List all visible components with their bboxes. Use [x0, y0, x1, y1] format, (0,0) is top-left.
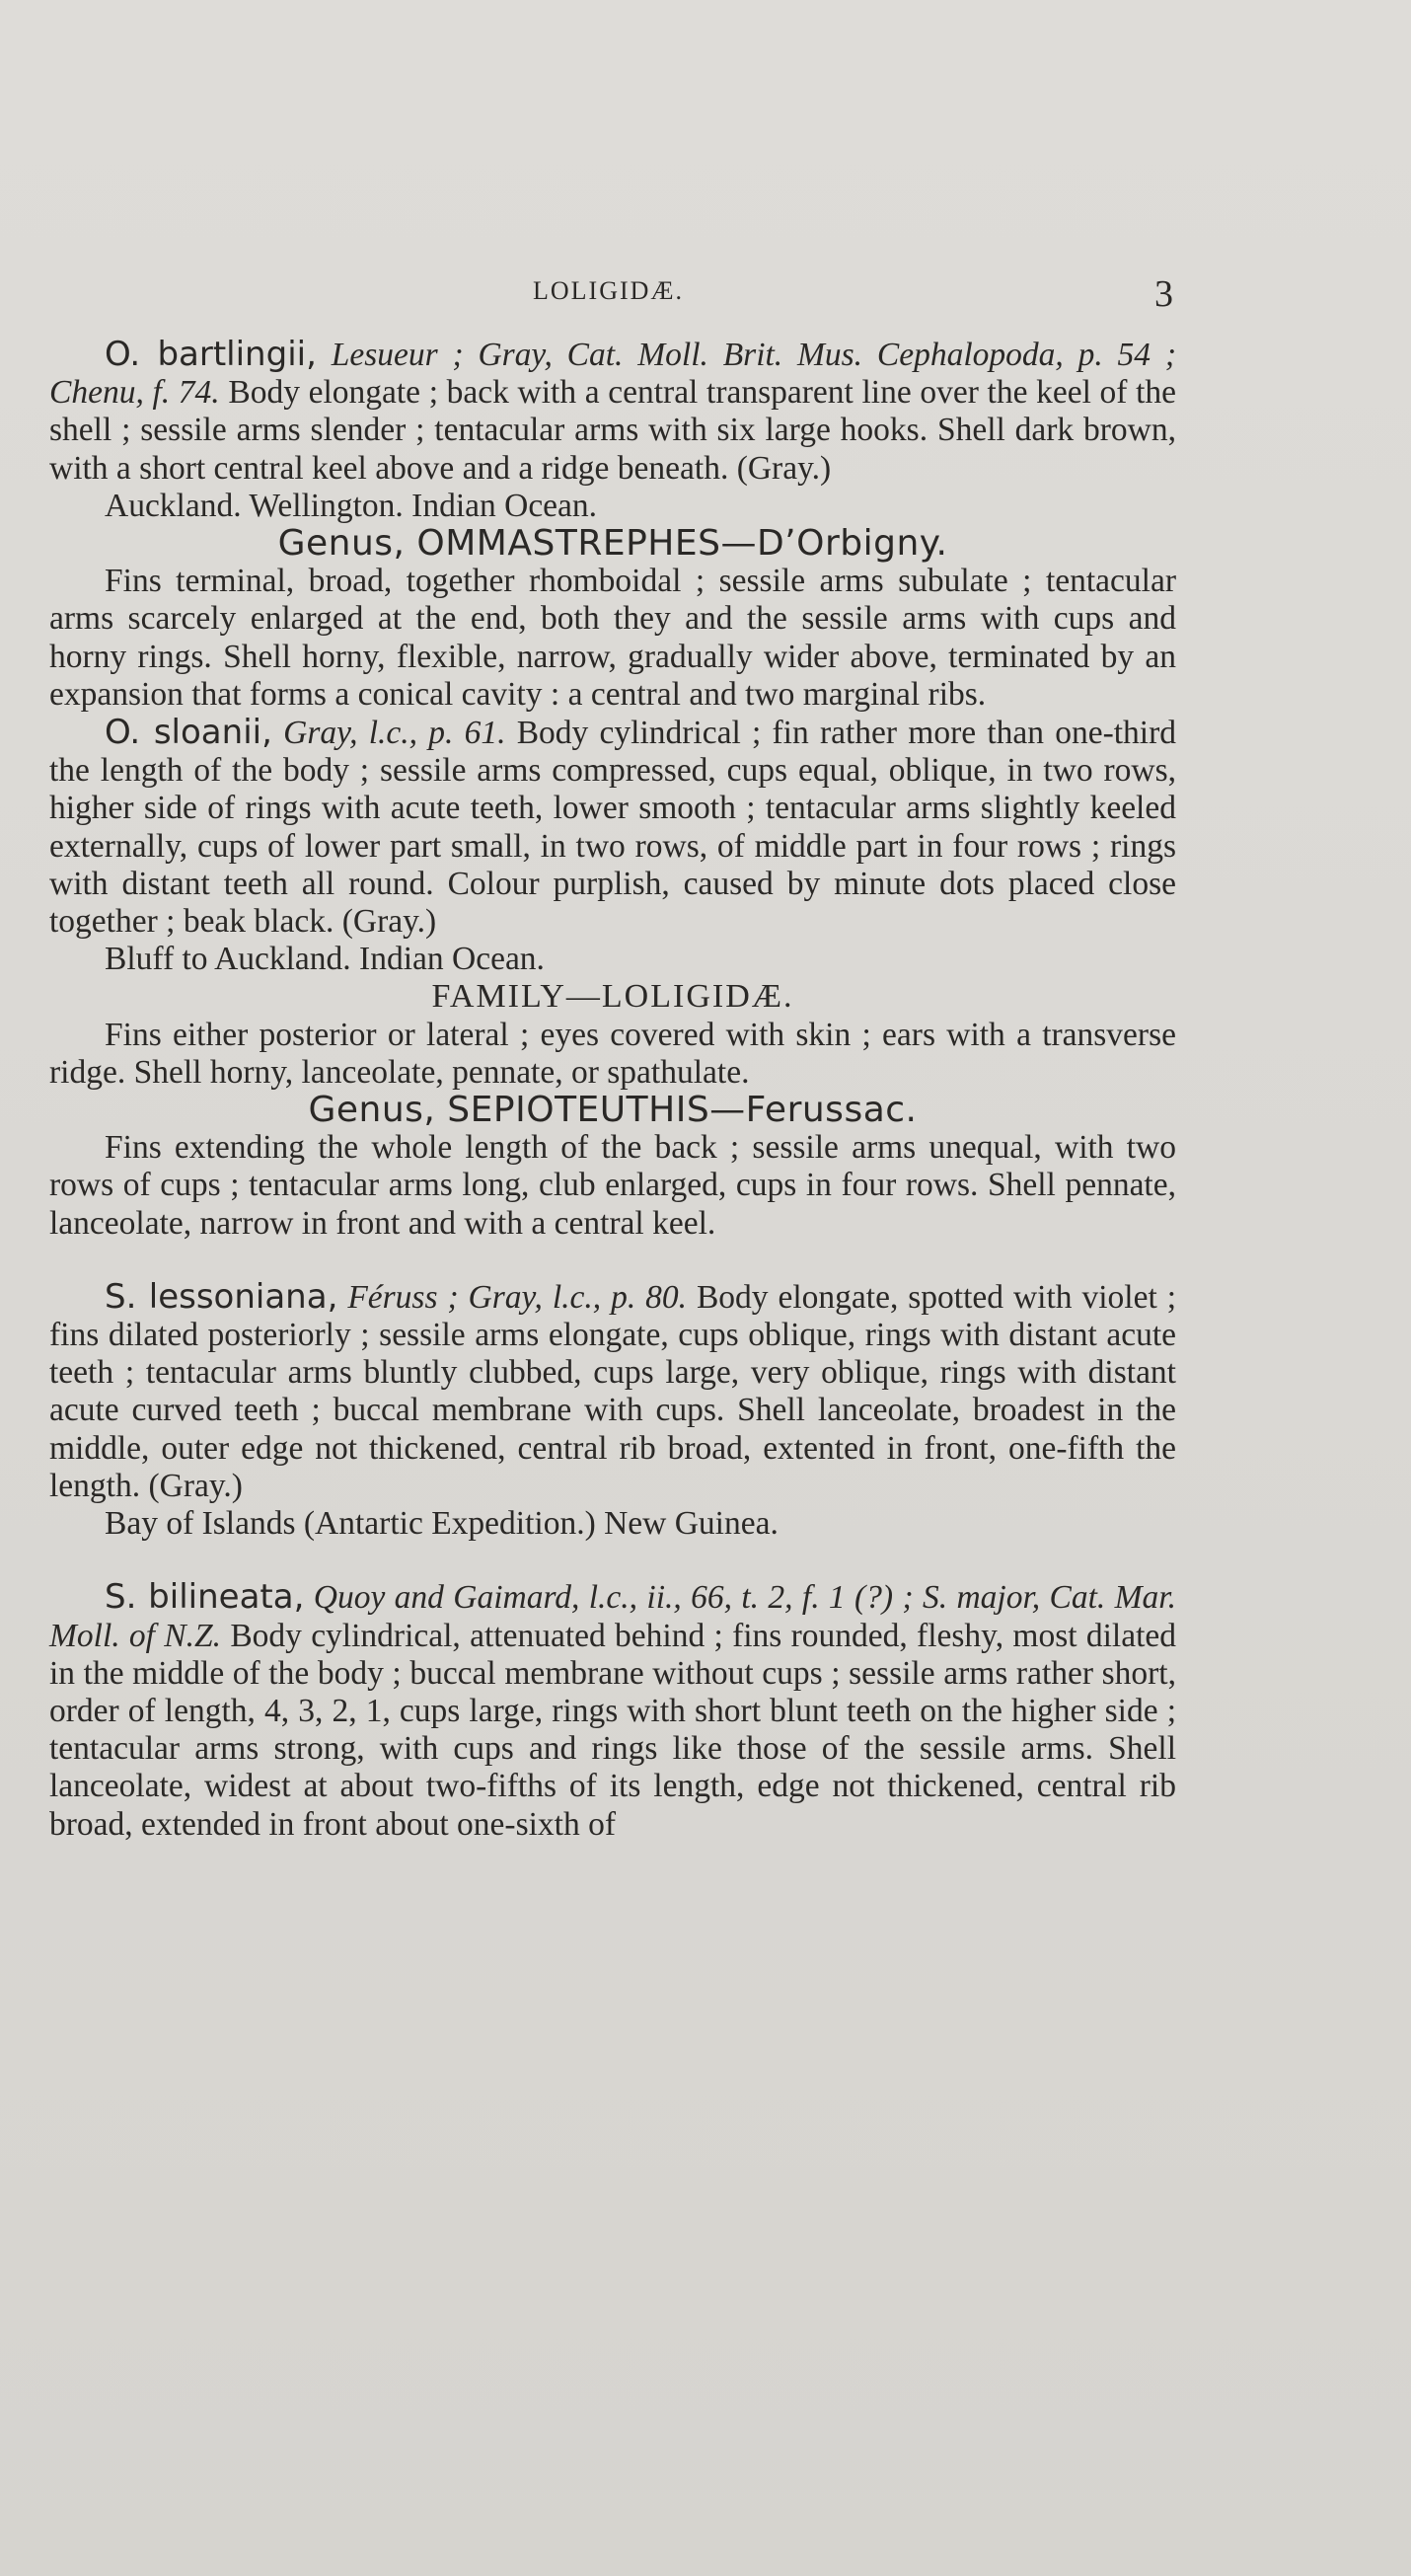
species-name: O. sloanii,	[105, 713, 272, 753]
running-head: LOLIGIDÆ.	[533, 276, 685, 305]
species-entry-bartlingii	[49, 336, 1176, 488]
species-reference: Lesueur ; Gray, Cat. Moll. Brit. Mus. Cephalopoda, p. 54 ; Chenu, f. 74.	[49, 337, 1176, 412]
species-locality: Bay of Islands (Antartic Expedition.) New Guinea.	[105, 1505, 779, 1543]
species-entry-sloanii	[49, 714, 1176, 941]
page-number: 3	[1154, 273, 1173, 315]
species-name: S. lessoniana,	[105, 1276, 338, 1317]
family-heading: FAMILY—LOLIGIDÆ.	[431, 978, 794, 1016]
species-locality: Auckland. Wellington. Indian Ocean.	[105, 487, 598, 524]
species-locality: Bluff to Auckland. Indian Ocean.	[105, 941, 545, 978]
page-header	[0, 274, 1411, 314]
genus-description: Fins terminal, broad, together rhomboidal ; sessile arms subulate ; tentacular arms scarcely enlarged at the end, both they and the sessile arms with cups and horny rings. Shell horny, flexible, narrow, gradually wider above, terminated by an expansion that forms a conical cavity : a central and two marginal ribs.	[49, 563, 1176, 713]
genus-description: Fins extending the whole length of the back ; sessile arms unequal, with two rows of cups ; tentacular arms long, club enlarged, cups in four rows. Shell pennate, lanceolate, narrow in front and with a central keel.	[49, 1129, 1176, 1242]
species-name: O. bartlingii,	[105, 335, 317, 374]
body-text	[49, 336, 1176, 1844]
species-description: Body elongate ; back with a central transparent line over the keel of the shell ; sessile arms slender ; tentacular arms with six large hooks. Shell dark brown, with a short central keel above and a ridge beneath. (Gray.)	[49, 374, 1177, 487]
species-reference: Quoy and Gaimard, l.c., ii., 66, t. 2, f. 1 (?) ; S. major, Cat. Mar. Moll. of N.Z.	[49, 1579, 1176, 1654]
species-entry-bilineata	[49, 1578, 1176, 1843]
species-reference: Gray, l.c., p. 61.	[283, 715, 506, 752]
genus-heading-sepioteuthis: Genus, SEPIOTEUTHIS—Ferussac.	[308, 1090, 918, 1131]
species-name: S. bilineata,	[105, 1577, 305, 1618]
species-entry-lessoniana	[49, 1278, 1176, 1505]
species-description: Body elongate, spotted with violet ; fins dilated posteriorly ; sessile arms elongate, cups oblique, rings with distant acute teeth ; tentacular arms bluntly clubbed, cups large, very oblique, rings with distant acute curved teeth ; buccal membrane with cups. Shell lanceolate, broadest in the middle, outer edge not thickened, central rib broad, extented in front, one-fifth the length. (Gray.)	[49, 1278, 1176, 1504]
species-description: Body cylindrical ; fin rather more than one-third the length of the body ; sessile arms compressed, cups equal, oblique, in two rows, higher side of rings with acute teeth, lower smooth ; tentacular arms slightly keeled externally, cups of lower part small, in two rows, of middle part in four rows ; rings with distant teeth all round. Colour purplish, caused by minute dots placed close together ; beak black. (Gray.)	[49, 715, 1177, 941]
species-description: Body cylindrical, attenuated behind ; fins rounded, fleshy, most dilated in the middle of the body ; buccal membrane without cups ; sessile arms rather short, order of length, 4, 3, 2, 1, cups large, rings with short blunt teeth on the higher side ; tentacular arms strong, with cups and rings like those of the sessile arms. Shell lanceolate, widest at about two-fifths of its length, edge not thickened, central rib broad, extended in front about one-sixth of	[49, 1617, 1177, 1843]
species-reference: Féruss ; Gray, l.c., p. 80.	[347, 1278, 688, 1316]
family-description: Fins either posterior or lateral ; eyes covered with skin ; ears with a transverse ridge. Shell horny, lanceolate, pennate, or spathulate.	[49, 1016, 1176, 1091]
genus-heading-ommastrephes: Genus, OMMASTREPHES—D’Orbigny.	[277, 523, 948, 565]
